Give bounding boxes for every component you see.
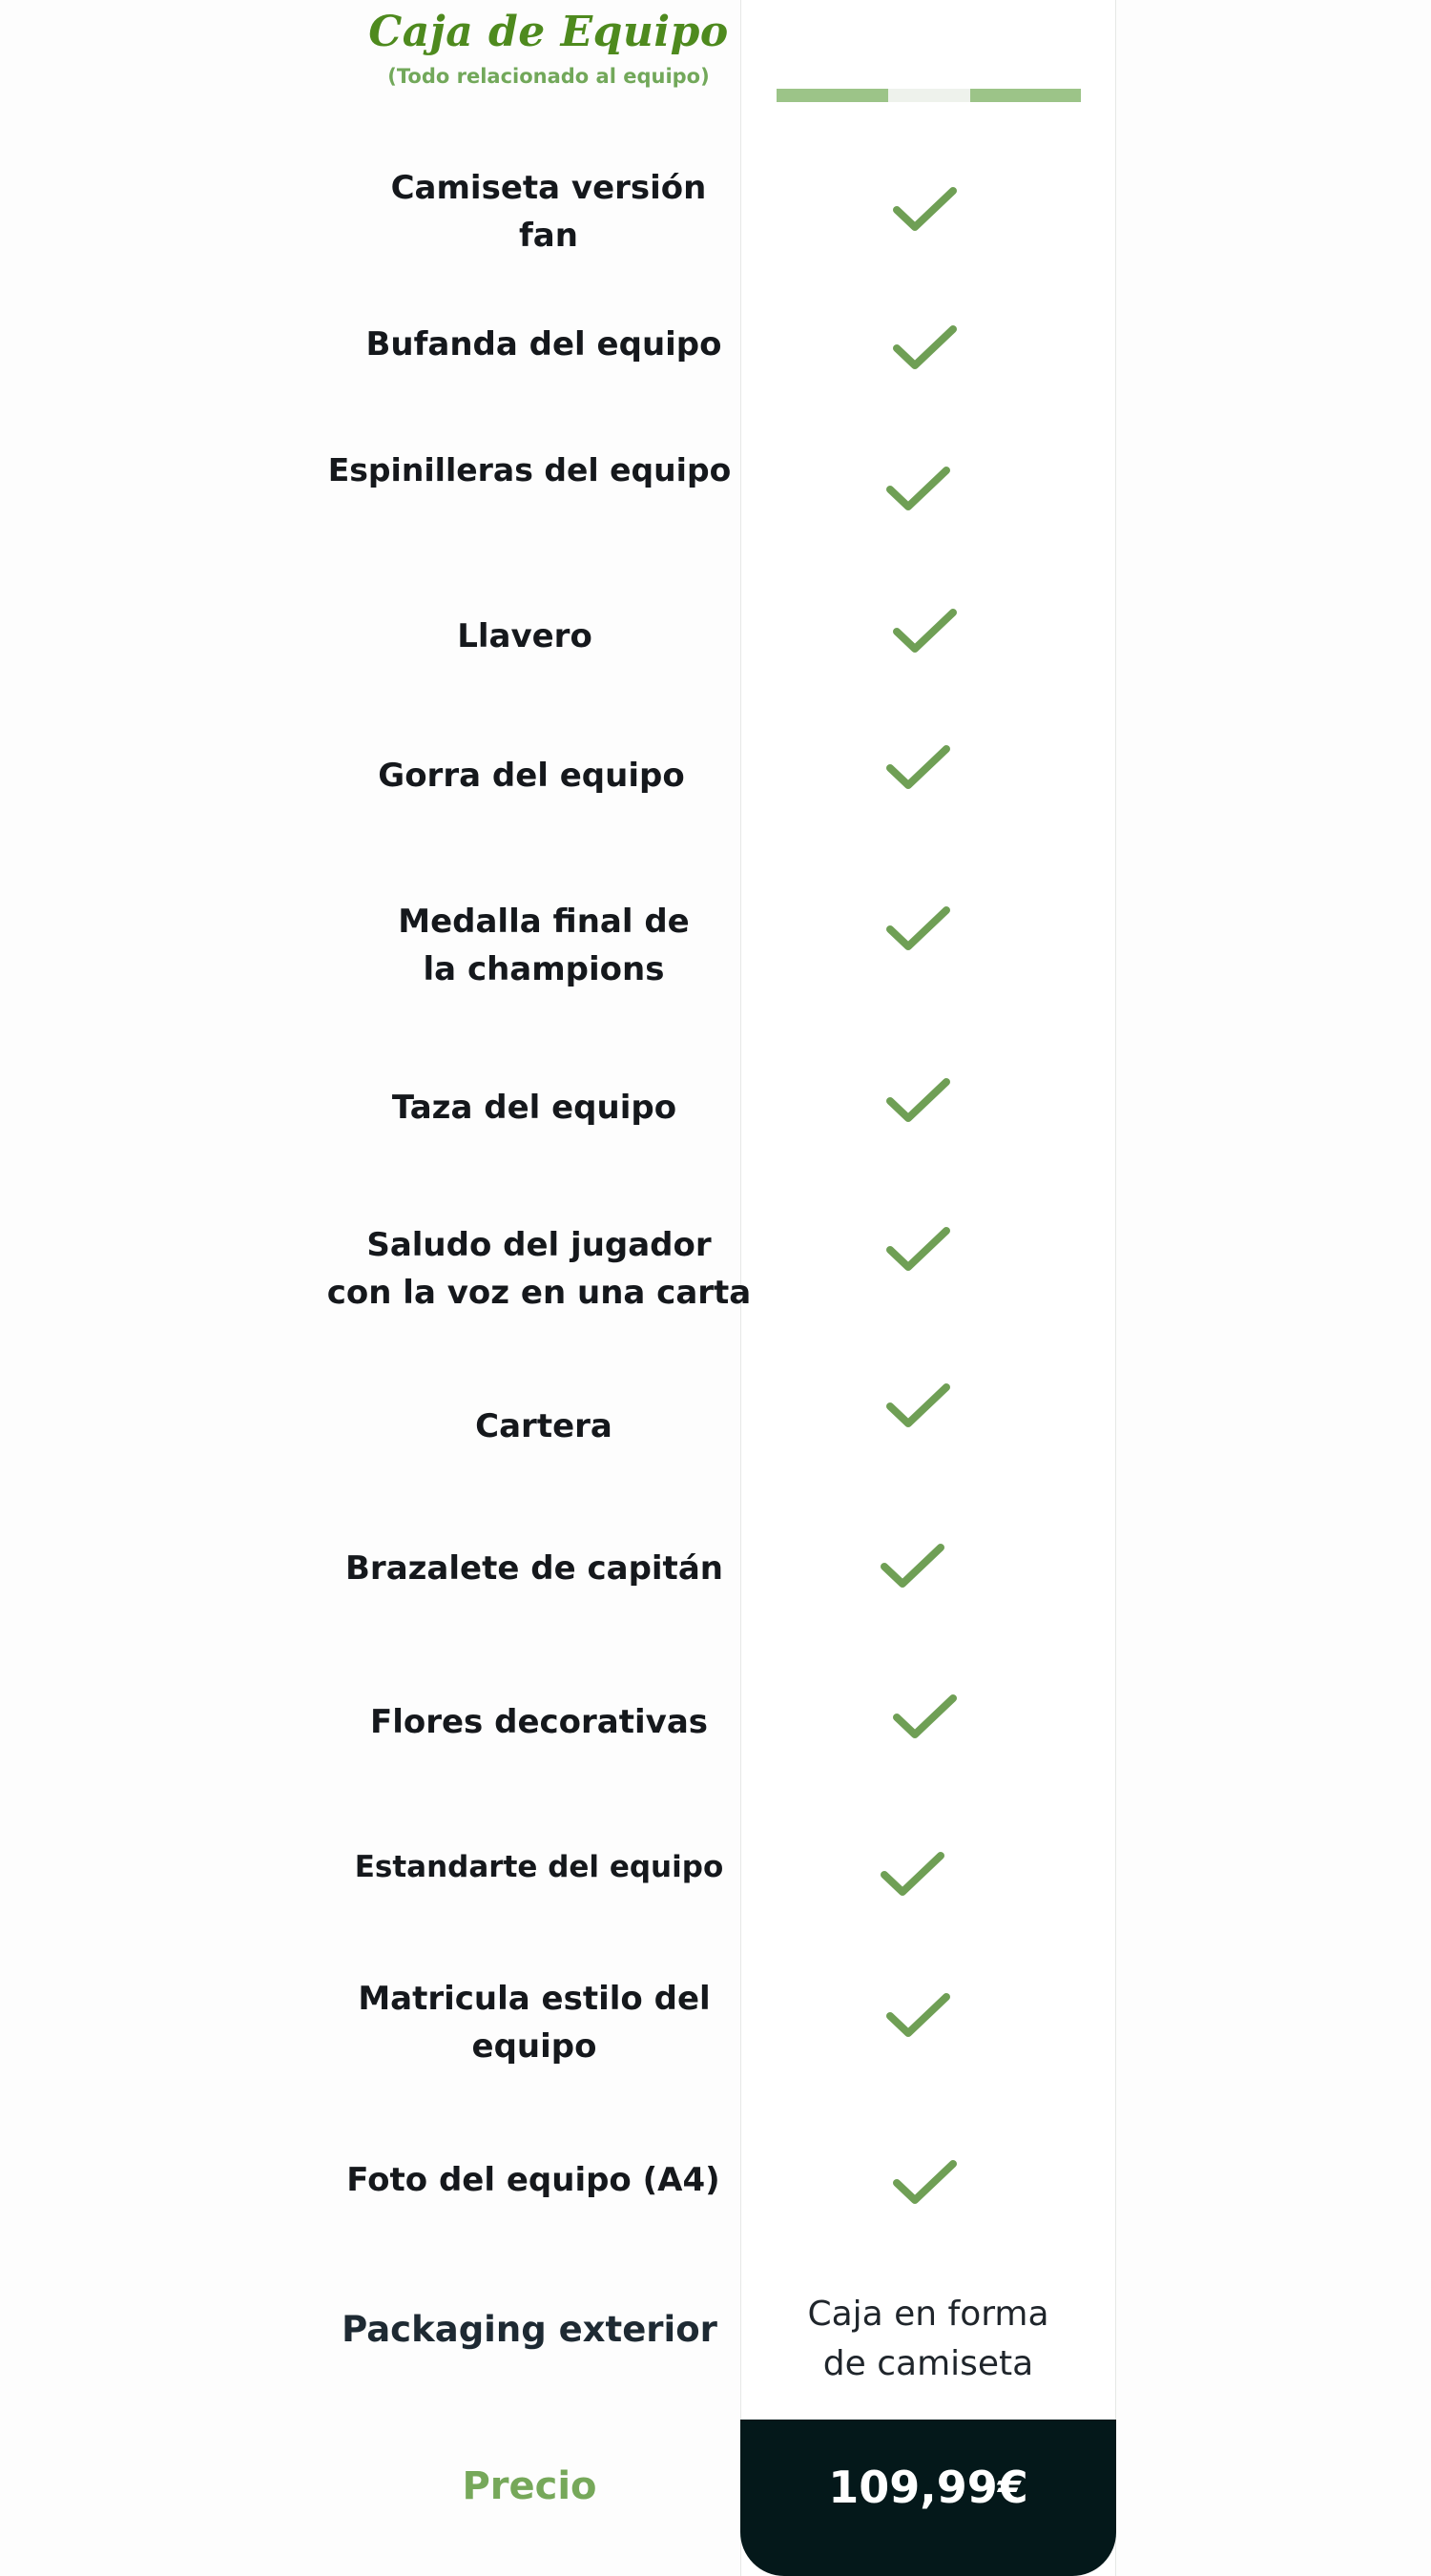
header-accent-bar-middle (888, 89, 970, 102)
checkmark-icon (880, 1538, 948, 1595)
packaging-value: Caja en forma de camiseta (807, 2295, 1049, 2383)
header-accent-bar-right (970, 89, 1081, 102)
checkmark-icon (892, 1689, 961, 1746)
item-label: Flores decorativas (369, 1703, 708, 1741)
checkmark-icon (885, 901, 954, 958)
checkmark-icon (885, 1378, 954, 1435)
checkmark-icon (892, 181, 961, 239)
header-accent-bar-left (777, 89, 888, 102)
checkmark-icon (892, 603, 961, 660)
box-title: Caja de Equipo (368, 8, 729, 56)
item-label: Saludo del jugador con la voz en una carta (326, 1226, 752, 1312)
item-label: Brazalete de capitán (345, 1549, 723, 1588)
item-label: Medalla final de la champions (398, 903, 690, 988)
price-label: Precio (462, 2464, 597, 2508)
item-label: Taza del equipo (391, 1089, 677, 1127)
checkmark-icon (885, 1221, 954, 1278)
price-value: 109,99€ (828, 2462, 1028, 2513)
item-label: Llavero (457, 617, 592, 655)
box-subtitle: (Todo relacionado al equipo) (387, 65, 710, 88)
item-label: Matricula estilo del equipo (358, 1980, 711, 2066)
item-label: Espinilleras del equipo (327, 451, 732, 488)
checkmark-icon (885, 1072, 954, 1130)
checkmark-icon (885, 1987, 954, 2045)
checkmark-icon (880, 1846, 948, 1903)
item-label: Estandarte del equipo (354, 1850, 724, 1884)
checkmark-icon (892, 320, 961, 377)
item-label: Camiseta versión fan (390, 169, 707, 255)
packaging-label: Packaging exterior (342, 2309, 717, 2350)
checkmark-icon (892, 2154, 961, 2212)
checkmark-icon (885, 739, 954, 797)
item-label: Gorra del equipo (378, 757, 685, 795)
item-label: Bufanda del equipo (365, 325, 722, 364)
checkmark-icon (885, 461, 954, 518)
item-label: Cartera (475, 1407, 612, 1445)
item-label: Foto del equipo (A4) (346, 2161, 720, 2199)
